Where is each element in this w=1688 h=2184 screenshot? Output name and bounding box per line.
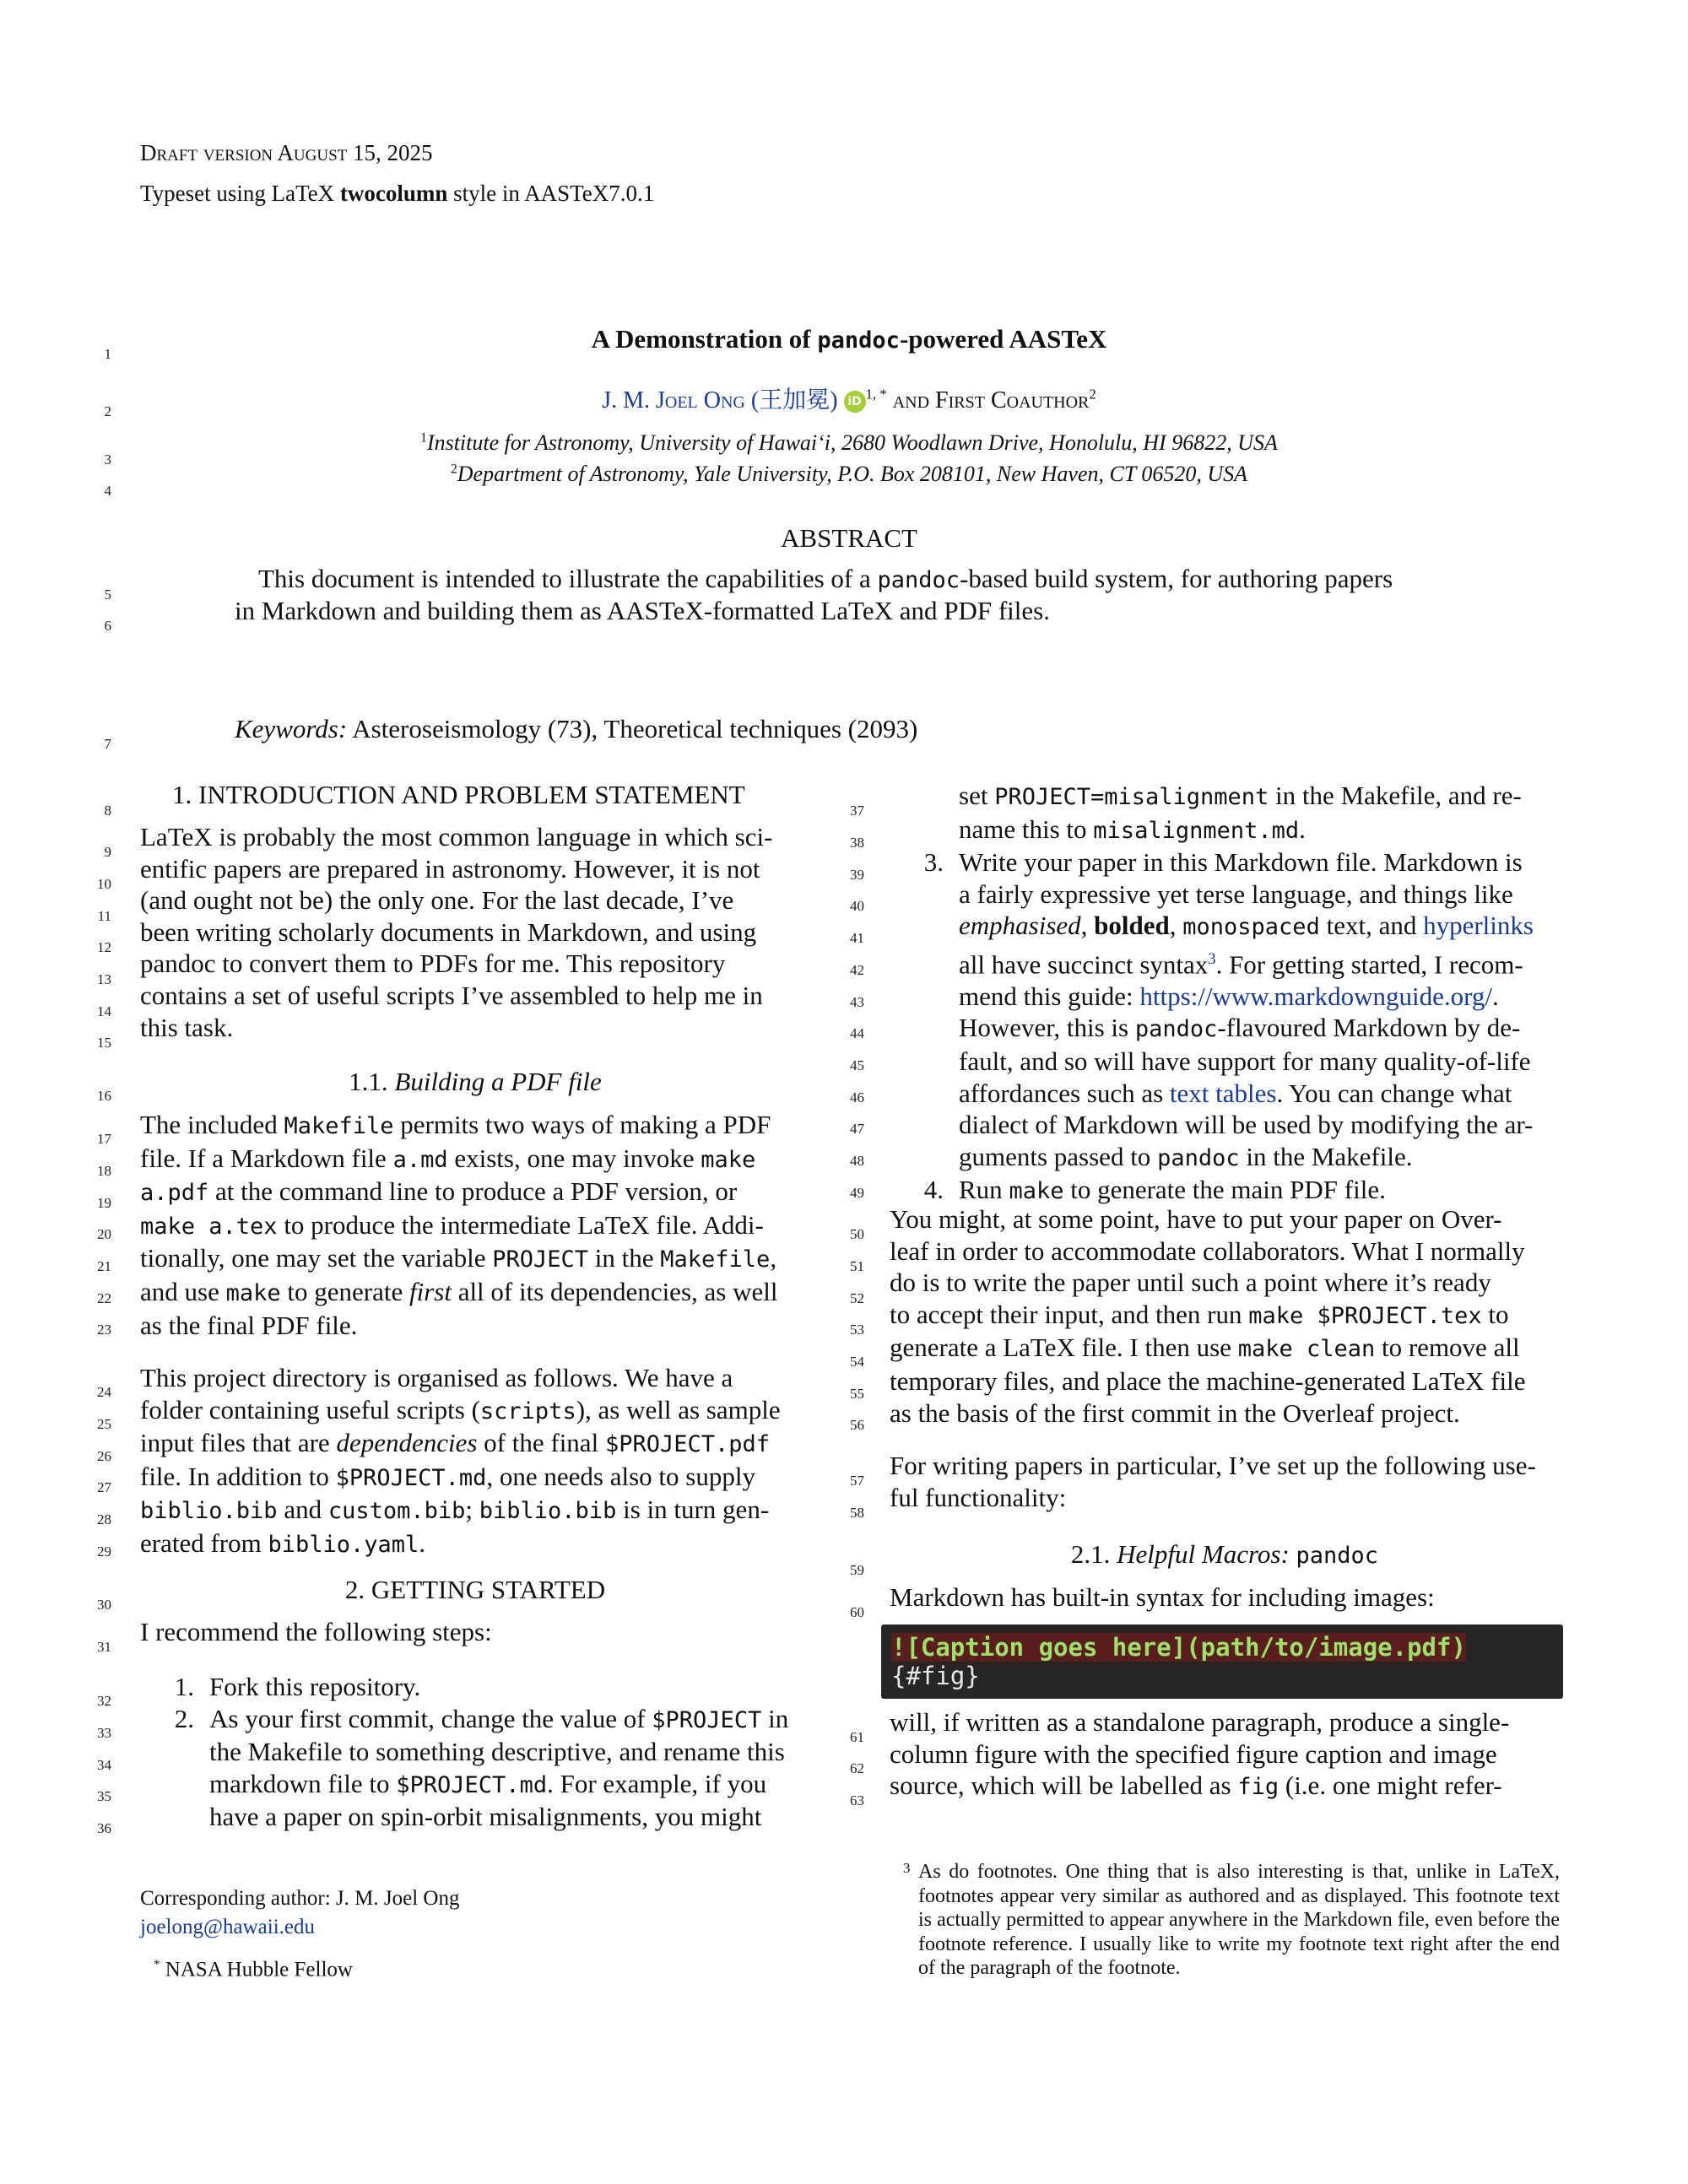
line-number: 48	[850, 1153, 864, 1169]
section-1-paragraph	[140, 821, 810, 1043]
section-2-heading: 2. GETTING STARTED	[344, 1575, 606, 1604]
line-number: 30	[97, 1597, 111, 1613]
code-rest: {#fig}	[891, 1662, 980, 1690]
line-number: 9	[104, 844, 111, 860]
hyperlinks-link[interactable]: hyperlinks	[1423, 911, 1534, 941]
typeset-bold: twocolumn	[339, 181, 448, 206]
step-1-num: 1.	[174, 1672, 194, 1701]
step-1: 1. Fork this repository.	[140, 1671, 810, 1703]
func-line-2: ful functionality:	[890, 1482, 1067, 1512]
s1-line-3: (and ought not be) the only one. For the last decade, I’ve	[140, 885, 734, 916]
line-number: 37	[850, 803, 864, 819]
line-number: 41	[850, 930, 864, 946]
orcid-icon[interactable]: iD	[844, 391, 866, 413]
code-highlight: ![Caption goes here](path/to/image.pdf)	[891, 1633, 1466, 1662]
line-number: 13	[97, 971, 111, 987]
aff1-mark: 1	[420, 430, 427, 446]
typeset-post: style in AASTeX7.0.1	[447, 181, 655, 206]
s1-line-5: pandoc to convert them to PDFs for me. This repository	[140, 949, 726, 979]
text-tables-link[interactable]: text tables	[1169, 1078, 1277, 1108]
s11-text: Building a PDF file	[394, 1067, 602, 1096]
line-number: 31	[97, 1639, 111, 1655]
line-number: 56	[850, 1417, 864, 1433]
abstract-line-1	[258, 564, 1393, 594]
r-l37-pre: set	[959, 781, 995, 810]
line-number: 62	[850, 1760, 864, 1776]
line-number: 43	[850, 994, 864, 1010]
line-number: 1	[104, 346, 111, 362]
abstract-l1-post: -based build system, for authoring papers	[960, 564, 1393, 593]
overleaf-paragraph: You might, at some point, have to put your paper on Over- leaf in order to accommodate collaborators. What I normally do is to write the paper until such a point where it’s ready to accept their input, and then run make $PROJECT.tex to generate a LaTeX file. I then use make clean to remove all temporary files, and place the machine-generated LaTeX file as the basis of the first commit in the Overleaf project.	[890, 1204, 1526, 1428]
typeset-line	[140, 181, 654, 207]
line-number: 61	[850, 1729, 864, 1745]
line-number: 34	[97, 1757, 111, 1773]
title-post: -powered AASTeX	[899, 324, 1107, 354]
line-number: 26	[97, 1448, 111, 1464]
line-number: 7	[104, 736, 111, 752]
s1-line-6: contains a set of useful scripts I’ve assembled to help me in	[140, 980, 763, 1010]
line-number: 45	[850, 1057, 864, 1073]
step-4: 4. Run make to generate the main PDF file.	[890, 1174, 1560, 1208]
footnote-mark: 3	[903, 1860, 911, 1876]
line-number: 50	[850, 1226, 864, 1242]
line-number: 59	[850, 1562, 864, 1578]
abstract-heading: ABSTRACT	[781, 523, 917, 553]
line-number: 38	[850, 835, 864, 851]
s1-line-1: LaTeX is probably the most common language in which sci-	[140, 822, 773, 851]
line-number: 11	[97, 908, 111, 924]
steps-list-right	[890, 780, 1560, 1208]
r-l38-pre: name this to	[959, 814, 1094, 844]
figure-paragraph: will, if written as a standalone paragraph, produce a single- column figure with the specified figure caption and image source, which will be labelled as fig (i.e. one might refer-	[890, 1707, 1510, 1801]
step-4-num: 4.	[923, 1175, 944, 1205]
section-2-intro: I recommend the following steps:	[140, 1617, 492, 1646]
paper-title	[140, 324, 1558, 354]
line-number: 14	[97, 1003, 111, 1019]
aff1-text: Institute for Astronomy, University of Hawaiʻi, 2680 Woodlawn Drive, Honolulu, HI 96822, USA	[426, 430, 1278, 455]
line-number: 54	[850, 1354, 864, 1370]
code-block	[881, 1624, 1563, 1699]
steps-list-left	[140, 1671, 810, 1833]
line-number: 39	[850, 867, 864, 883]
line-number: 40	[850, 898, 864, 914]
line-number: 57	[850, 1473, 864, 1489]
line-number: 15	[97, 1035, 111, 1051]
line-number: 19	[97, 1195, 111, 1211]
footnote-text: As do footnotes. One thing that is also interesting is that, unlike in LaTeX, footnotes appear very similar as authored and as displayed. This footnote text is actually permitted to appear anywhere in the Markdown file, even before the footnote reference. I usually like to write my footnote text right after the end of the paragraph of the footnote.	[918, 1861, 1560, 1979]
line-number: 51	[850, 1258, 864, 1274]
line-number: 63	[850, 1792, 864, 1808]
keywords-text: Asteroseismology (73), Theoretical techniques (2093)	[347, 714, 918, 743]
keywords	[235, 714, 917, 744]
typeset-pre: Typeset using LaTeX	[140, 181, 340, 206]
line-number: 8	[104, 803, 111, 819]
r-l38-mono: misalignment.md	[1093, 817, 1300, 844]
images-paragraph: Markdown has built-in syntax for including images:	[890, 1582, 1435, 1612]
line-number: 18	[97, 1163, 111, 1179]
section-2-1-heading	[890, 1539, 1560, 1570]
corresponding-author: Corresponding author: J. M. Joel Ong	[140, 1887, 460, 1910]
markdownguide-link[interactable]: https://www.markdownguide.org/	[1139, 981, 1493, 1011]
author-line	[140, 381, 1558, 415]
coauthor: and First Coauthor	[892, 387, 1090, 414]
fellow-text: NASA Hubble Fellow	[160, 1958, 353, 1981]
author-2-mark: 2	[1089, 386, 1096, 403]
hubble-fellow	[154, 1958, 353, 1981]
author-1-link[interactable]: J. M. Joel Ong (王加冕)	[602, 387, 838, 414]
footnote-3	[903, 1860, 1560, 1981]
line-number: 58	[850, 1505, 864, 1521]
fellow-mark: *	[154, 1958, 160, 1971]
s21-mono: pandoc	[1296, 1543, 1379, 1569]
line-number: 36	[97, 1820, 111, 1836]
line-number: 47	[850, 1121, 864, 1137]
line-number: 55	[850, 1386, 864, 1402]
line-number: 60	[850, 1604, 864, 1620]
line-number: 32	[97, 1693, 111, 1709]
func-line-1: For writing papers in particular, I’ve set up the following use-	[890, 1451, 1536, 1480]
line-number: 20	[97, 1226, 111, 1242]
line-number: 49	[850, 1185, 864, 1201]
line-number: 44	[850, 1025, 864, 1041]
email-link[interactable]: joelong@hawaii.edu	[140, 1916, 315, 1938]
line-number: 3	[104, 451, 111, 468]
line-number: 53	[850, 1322, 864, 1338]
line-number: 10	[97, 876, 111, 892]
line-number: 52	[850, 1290, 864, 1306]
abstract-l1-mono: pandoc	[877, 567, 960, 593]
line-number: 42	[850, 962, 864, 978]
s1-line-4: been writing scholarly documents in Markdown, and using	[140, 916, 757, 947]
line-number: 17	[97, 1131, 111, 1147]
line-number: 35	[97, 1788, 111, 1804]
line-number: 28	[97, 1511, 111, 1527]
step-3: 3. Write your paper in this Markdown file. Markdown is a fairly expressive yet terse language, and things like emphasised, bolded, monospaced text, and hyperlinks all have succinct syntax$^3$. For getting started, I recom- mend this guide: https://www.markdownguide.org/. However, this is pandoc-flavoured Markdown by de- fault, and so will have support for many quality-of-life affordances such as text tables. You can change what dialect of Markdown will be used by modifying the ar- guments passed to pandoc in the Makefile.	[890, 846, 1560, 1174]
title-pre: A Demonstration of	[591, 324, 818, 354]
draft-line: Draft version August 15, 2025	[140, 140, 433, 165]
affiliation-2	[140, 462, 1558, 487]
s11-num: 1.1.	[349, 1067, 395, 1096]
line-number: 21	[97, 1258, 111, 1274]
line-number: 5	[104, 587, 111, 603]
section-1-1-paragraph-2: This project directory is organised as follows. We have a folder containing useful scripts (scripts), as well as sample input files that are dependencies of the final $PROJECT.pdf file. In addition to $PROJECT.md, one needs also to supply biblio.bib and custom.bib; biblio.bib is in turn gen- erated from biblio.yaml.	[140, 1363, 781, 1558]
author-1-marks: 1, *	[865, 386, 887, 403]
aff2-text: Department of Astronomy, Yale University, P.O. Box 208101, New Haven, CT 06520, USA	[457, 462, 1247, 486]
functionality-paragraph	[890, 1450, 1560, 1513]
line-number: 46	[850, 1089, 864, 1106]
s1-line-2: entific papers are prepared in astronomy. However, it is not	[140, 853, 760, 884]
keywords-label: Keywords:	[235, 714, 348, 743]
line-number: 27	[97, 1479, 111, 1495]
step-3-num: 3.	[923, 847, 944, 878]
abstract-l1-pre: This document is intended to illustrate the capabilities of a	[258, 564, 878, 593]
line-number: 24	[97, 1384, 111, 1400]
line-number: 6	[104, 618, 111, 634]
r-l38-post: .	[1299, 814, 1306, 844]
line-number: 29	[97, 1543, 111, 1560]
section-1-1-paragraph-1: The included Makefile permits two ways of making a PDF file. If a Markdown file a.md exists, one may invoke make a.pdf at the command line to produce a PDF version, or make a.tex to produce the intermediate LaTeX file. Addi- tionally, one may set the variable PROJECT in the Makefile, and use make to generate first all of its dependencies, as well as the final PDF file.	[140, 1110, 778, 1340]
step-2-num: 2.	[174, 1703, 194, 1733]
section-1-1-heading	[140, 1067, 810, 1097]
line-number: 16	[97, 1088, 111, 1104]
line-number: 23	[97, 1322, 111, 1338]
line-number: 2	[104, 403, 111, 419]
line-number: 12	[97, 939, 111, 955]
line-number: 4	[104, 483, 111, 499]
s1-line-7: this task.	[140, 1012, 234, 1042]
r-l37-post: in the Makefile, and re-	[1269, 781, 1522, 810]
line-number: 25	[97, 1416, 111, 1432]
line-number: 33	[97, 1725, 111, 1741]
section-1-heading: 1. INTRODUCTION AND PROBLEM STATEMENT	[172, 780, 745, 809]
s21-text: Helpful Macros:	[1117, 1539, 1296, 1569]
affiliation-1	[140, 430, 1558, 456]
abstract-line-2: in Markdown and building them as AASTeX-formatted LaTeX and PDF files.	[235, 596, 1050, 625]
r-l37-mono: PROJECT=misalignment	[994, 784, 1269, 810]
aff2-mark: 2	[450, 462, 457, 477]
title-mono: pandoc	[817, 327, 900, 354]
step-2: 2. As your first commit, change the value of $PROJECT in the Makefile to something descriptive, and rename this markdown file to $PROJECT.md. For example, if you have a paper on spin-orbit misalignments, you might	[140, 1703, 810, 1833]
s21-num: 2.1.	[1070, 1539, 1117, 1569]
line-number: 22	[97, 1290, 111, 1306]
